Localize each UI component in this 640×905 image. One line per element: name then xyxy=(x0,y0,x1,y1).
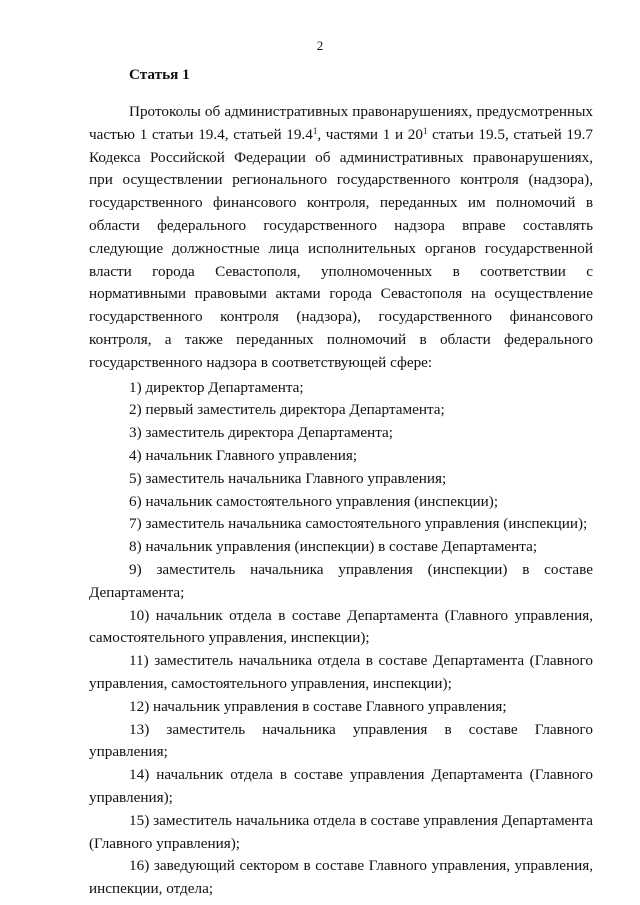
list-item: 8) начальник управления (инспекции) в составе Департамента; xyxy=(129,538,538,556)
list-item: 2) первый заместитель директора Департамента; xyxy=(129,401,445,419)
page-number: 2 xyxy=(316,38,324,53)
intro-text-part3: статьи 19.5, статьей 19.7 Кодекса Российской Федерации об административных правонарушениях, при осуществлении регионального государственного контроля (надзора), государственного финансового контроля, переданных им полномочий в области федерального государственного надзора вправе составлять следующие должностные лица исполнительных органов государственной власти города Севастополя, уполномоченных в соответствии с нормативными правовыми актами города Севастополя на осуществление государственного контроля (надзора), государственного финансового контроля, а также переданных полномочий в области федерального государственного надзора в соответствующей сфере: xyxy=(89,125,593,371)
list-item: 11) заместитель начальника отдела в составе Департамента (Главного управления, самостоятельного управления, инспекции); xyxy=(89,652,593,692)
list-item: 13) заместитель начальника управления в составе Главного управления; xyxy=(89,720,593,761)
list-item: 4) начальник Главного управления; xyxy=(129,446,358,464)
intro-text-part1: Протоколы об административных правонарушениях, предусмотренных частью 1 статьи 19.4, статьей 19.4 xyxy=(89,103,593,143)
list-item: 5) заместитель начальника Главного управления; xyxy=(129,469,447,487)
list-item: 3) заместитель директора Департамента; xyxy=(129,424,394,442)
list-item: 9) заместитель начальника управления (инспекции) в составе Департамента; xyxy=(89,560,593,601)
superscript-1: 1 xyxy=(312,125,318,136)
article-title: Статья 1 xyxy=(129,66,190,83)
list-item: 6) начальник самостоятельного управления (инспекции); xyxy=(129,492,499,510)
list-item: 16) заведующий сектором в составе Главного управления, управления, инспекции, отдела; xyxy=(89,857,593,898)
list-item: 14) начальник отдела в составе управления Департамента (Главного управления); xyxy=(89,766,593,806)
superscript-2: 1 xyxy=(422,125,428,136)
list-item: 10) начальник отдела в составе Департамента (Главного управления, самостоятельного управления, инспекции); xyxy=(89,606,593,647)
document-body xyxy=(89,64,593,901)
list-item: 1) директор Департамента; xyxy=(129,378,304,396)
list-item: 12) начальник управления в составе Главного управления; xyxy=(129,697,507,715)
list-item: 7) заместитель начальника самостоятельного управления (инспекции); xyxy=(129,515,588,533)
intro-paragraph xyxy=(89,101,593,375)
intro-text-part2: , частями 1 и 20 xyxy=(317,125,423,143)
official-list xyxy=(89,377,593,901)
list-item: 15) заместитель начальника отдела в составе управления Департамента (Главного управления); xyxy=(89,811,593,852)
